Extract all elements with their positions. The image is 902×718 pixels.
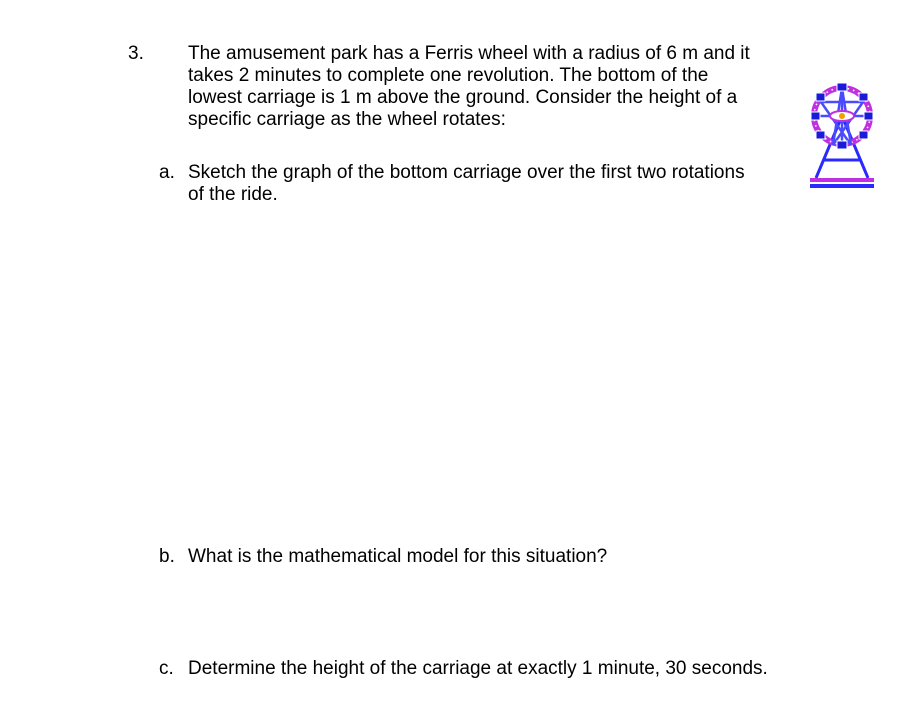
wheel-base-top	[810, 178, 874, 182]
part-a	[159, 162, 745, 206]
wheel-base-bottom	[810, 184, 874, 188]
part-b	[159, 546, 607, 568]
part-b-text: What is the mathematical model for this situation?	[188, 546, 608, 567]
wheel-hub	[839, 113, 845, 119]
part-a-text-line2: of the ride.	[188, 184, 278, 205]
question-number: 3.	[128, 43, 144, 64]
stem-line: The amusement park has a Ferris wheel with a radius of 6 m and it	[188, 43, 750, 64]
ferris-wheel-icon	[808, 66, 876, 192]
part-b-letter: b.	[159, 546, 175, 567]
stem-line: specific carriage as the wheel rotates:	[188, 109, 506, 130]
part-a-letter: a.	[159, 162, 175, 183]
question-stem	[188, 43, 788, 131]
part-a-text-line1: Sketch the graph of the bottom carriage over the first two rotations	[188, 162, 745, 183]
stem-line: lowest carriage is 1 m above the ground. Consider the height of a	[188, 87, 738, 108]
part-c-letter: c.	[159, 658, 174, 679]
part-c-text: Determine the height of the carriage at exactly 1 minute, 30 seconds.	[188, 658, 768, 679]
stem-line: takes 2 minutes to complete one revolution. The bottom of the	[188, 65, 709, 86]
part-c	[159, 658, 768, 680]
